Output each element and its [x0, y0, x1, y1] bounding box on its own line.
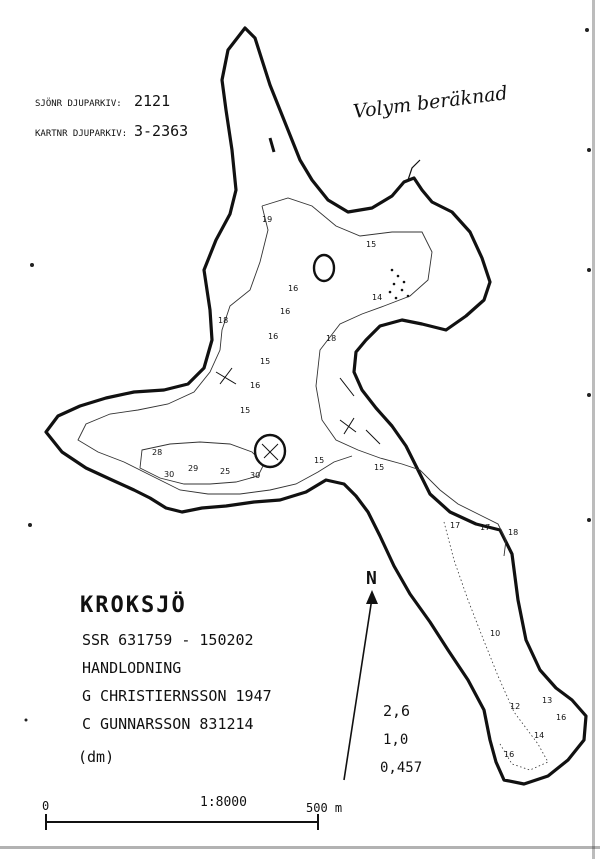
depth-label: 30: [164, 470, 175, 479]
north-arrow: [344, 568, 378, 780]
depth-label: 19: [262, 215, 273, 224]
stat-line-2: 1,0: [383, 732, 409, 748]
stat-line-1: 2,6: [383, 702, 411, 720]
depth-label: 12: [510, 702, 521, 711]
survey-method: HANDLODNING: [82, 659, 182, 677]
depth-label: 14: [534, 731, 545, 740]
kartnr-label: KARTNR DJUPARKIV:: [35, 129, 128, 139]
sjonr-label: SJÖNR DJUPARKIV:: [35, 99, 122, 109]
scale-bar: [42, 795, 342, 830]
depth-label: 16: [556, 713, 567, 722]
depth-label: 15: [240, 406, 251, 415]
island-center: [255, 435, 285, 467]
volume-annotation: Volym beräknad: [351, 82, 509, 123]
scale-end-label: 500 m: [306, 801, 343, 815]
lake-name: KROKSJÖ: [80, 593, 187, 618]
surveyor-2: C GUNNARSSON 831214: [82, 715, 254, 733]
depth-label: 18: [326, 334, 337, 343]
depth-label: 16: [280, 307, 291, 316]
island-north: [314, 255, 334, 281]
north-label: N: [366, 568, 377, 589]
depth-label: 16: [504, 750, 515, 759]
stat-line-3: 0,457: [380, 760, 423, 776]
depth-label: 30: [250, 471, 261, 480]
depth-label: 16: [288, 284, 299, 293]
depth-label: 17: [450, 521, 461, 530]
depth-label: 28: [152, 448, 163, 457]
depth-label: 25: [220, 467, 231, 476]
depth-label: 16: [250, 381, 261, 390]
depth-label: 18: [508, 528, 519, 537]
north-arrow-head-icon: [366, 590, 378, 604]
surveyor-1: G CHRISTIERNSSON 1947: [82, 687, 272, 705]
depth-label: 15: [374, 463, 385, 472]
depth-label: 10: [490, 629, 501, 638]
unit-label: (dm): [78, 748, 115, 766]
kartnr-value: 3-2363: [134, 122, 189, 140]
scale-ratio-label: 1:8000: [200, 795, 247, 810]
scale-start-label: 0: [42, 799, 50, 813]
depth-label: 17: [480, 523, 491, 532]
ssr-reference: SSR 631759 - 150202: [82, 631, 254, 649]
depth-label: 29: [188, 464, 199, 473]
depth-label: 15: [314, 456, 325, 465]
depth-label: 15: [260, 357, 271, 366]
depth-label: 16: [268, 332, 279, 341]
depth-label: 13: [542, 696, 553, 705]
depth-label: 14: [372, 293, 383, 302]
depth-label: 15: [366, 240, 377, 249]
sjonr-value: 2121: [134, 92, 171, 110]
depth-label: 18: [218, 316, 229, 325]
